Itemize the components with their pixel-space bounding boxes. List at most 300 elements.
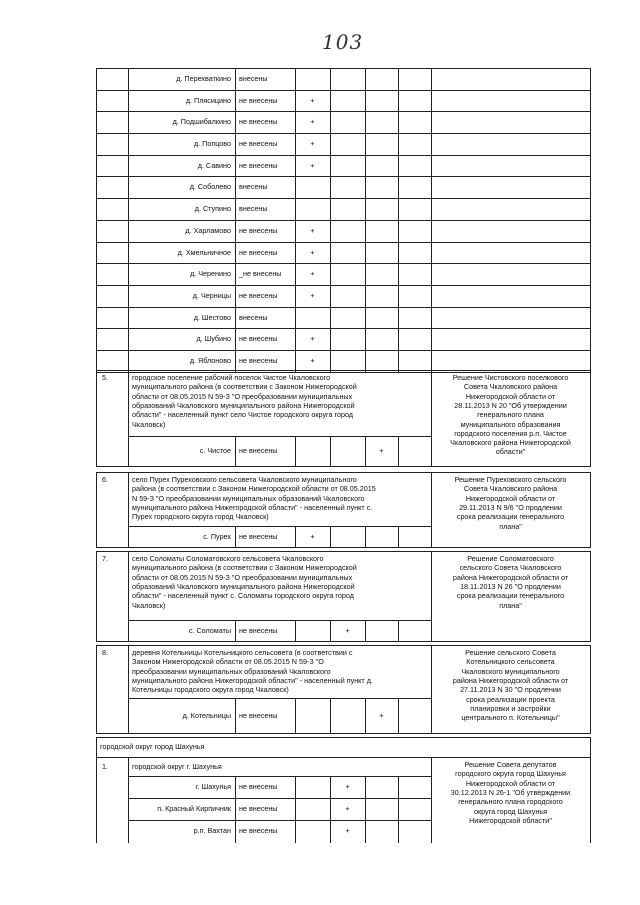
table-rule-horizontal (96, 466, 591, 467)
decision-line: срока реализации генерального (456, 512, 565, 522)
status-cell: не внесены (239, 161, 278, 170)
table-rule-vertical (96, 737, 97, 758)
decision-line: Решение Чистовского поселкового (452, 373, 569, 382)
table-rule-vertical (235, 133, 236, 156)
table-rule-horizontal (128, 526, 432, 527)
decision-line: Решение Совета депутатов (464, 760, 557, 769)
table-rule-vertical (330, 698, 331, 734)
table-rule-vertical (431, 155, 432, 177)
table-rule-vertical (431, 111, 432, 134)
table-rule-vertical (96, 328, 97, 351)
table-rule-vertical (398, 111, 399, 134)
decision-line: Чкаловского района Нижегородской (450, 438, 571, 448)
table-rule-vertical (235, 111, 236, 134)
table-rule-horizontal (96, 551, 591, 552)
table-rule-vertical (330, 436, 331, 467)
mark-cell: + (345, 826, 350, 835)
table-rule-vertical (235, 198, 236, 221)
decision-line: Нижегородской области от (465, 493, 556, 503)
table-rule-vertical (295, 176, 296, 199)
table-rule-vertical (590, 242, 591, 264)
decision-line: 28.11.2013 N 20 "Об утверждении (454, 400, 567, 410)
table-rule-vertical (96, 370, 97, 467)
decision-line: Совета Чкаловского района (463, 484, 558, 494)
decision-line: области" (495, 447, 526, 457)
table-rule-vertical (431, 198, 432, 221)
table-rule-vertical (235, 436, 236, 467)
decision-line: округа город Шахунья (474, 806, 547, 816)
table-rule-vertical (96, 198, 97, 221)
settlement-name: д. Черницы (192, 291, 231, 300)
table-rule-vertical (398, 133, 399, 156)
table-rule-vertical (365, 285, 366, 308)
table-rule-vertical (431, 370, 432, 467)
status-cell: не внесены (239, 96, 278, 105)
status-cell: не внесены (239, 356, 278, 365)
table-rule-vertical (128, 111, 129, 134)
decision-line: планировки и застройки (470, 703, 551, 713)
decision-line: Нижегородской области от (465, 778, 556, 788)
settlement-name: д. Савино (197, 161, 231, 170)
section-number: 8. (102, 648, 108, 657)
settlement-name: д. Хмельничное (177, 248, 231, 257)
decision-line: Решение Пуреховского сельского (454, 475, 567, 484)
mark-cell: + (345, 804, 350, 813)
table-rule-vertical (235, 526, 236, 548)
section-number: 7. (102, 554, 108, 563)
decision-line: района Нижегородской области от (452, 675, 569, 685)
table-rule-vertical (590, 176, 591, 199)
table-rule-vertical (365, 242, 366, 264)
table-rule-horizontal (96, 263, 591, 264)
table-rule-vertical (128, 155, 129, 177)
table-rule-horizontal (96, 737, 591, 738)
decision-line: муниципального образования (460, 419, 561, 429)
table-rule-vertical (431, 551, 432, 642)
section-description-line: муниципального района Нижегородской области" - населенный пункт д. (132, 675, 373, 685)
settlement-name: п. Красный Кирпичник (157, 804, 231, 813)
table-rule-vertical (330, 285, 331, 308)
table-rule-vertical (330, 263, 331, 286)
table-rule-vertical (235, 176, 236, 199)
table-rule-vertical (365, 111, 366, 134)
table-rule-vertical (96, 645, 97, 734)
section-description-line: Чкаловск) (132, 419, 166, 429)
status-cell: не внесены (239, 248, 278, 257)
section-description-line: село Пурех Пуреховского сельсовета Чкаловского муниципального (132, 475, 357, 484)
table-rule-vertical (330, 242, 331, 264)
table-rule-horizontal (96, 242, 591, 243)
table-rule-vertical (295, 307, 296, 329)
table-rule-vertical (235, 155, 236, 177)
decision-line: плана" (499, 600, 522, 610)
table-rule-horizontal (96, 111, 591, 112)
table-rule-vertical (96, 757, 97, 843)
table-rule-vertical (590, 737, 591, 758)
table-rule-vertical (295, 698, 296, 734)
table-rule-horizontal (96, 220, 591, 221)
status-cell: внесены (239, 182, 268, 191)
table-rule-vertical (398, 68, 399, 91)
settlement-name: д. Шубино (196, 334, 231, 343)
table-rule-horizontal (96, 198, 591, 199)
mark-cell: + (345, 626, 350, 635)
table-rule-vertical (235, 328, 236, 351)
table-rule-vertical (398, 698, 399, 734)
table-rule-vertical (590, 220, 591, 243)
table-rule-vertical (295, 776, 296, 843)
section-number: 6. (102, 475, 108, 484)
section-description-line: городское поселение рабочий поселок Чистое Чкаловского (132, 373, 331, 382)
table-rule-horizontal (96, 733, 591, 734)
table-rule-vertical (128, 263, 129, 286)
table-rule-vertical (330, 198, 331, 221)
decision-line: срока реализации проекта (466, 694, 555, 704)
settlement-name: д. Соболево (189, 182, 231, 191)
table-rule-vertical (365, 198, 366, 221)
status-cell: не внесены (239, 626, 278, 635)
settlement-name: д. Плясицино (185, 96, 231, 105)
section-number: 1. (102, 762, 108, 771)
table-rule-vertical (365, 90, 366, 112)
settlement-name: р.п. Вахтан (193, 826, 231, 835)
table-rule-vertical (590, 111, 591, 134)
section-description-line: Чкаловск) (132, 600, 166, 610)
table-rule-vertical (330, 328, 331, 351)
mark-cell: + (310, 334, 315, 343)
mark-cell: + (310, 226, 315, 235)
table-rule-vertical (128, 176, 129, 199)
table-rule-vertical (235, 263, 236, 286)
status-cell: не внесены (239, 826, 278, 835)
page-number: 103 (322, 30, 364, 54)
table-rule-horizontal (96, 350, 591, 351)
decision-line: генерального плана городского (458, 797, 563, 807)
table-rule-vertical (398, 220, 399, 243)
section-description-line: области" - населенный пункт село Чистое городского округа город (132, 410, 354, 420)
decision-line: 29.11.2013 N 9/6 "О продлении (459, 502, 562, 512)
table-rule-vertical (365, 220, 366, 243)
section-description-line: муниципального района (в соответствии с Законом Нижегородской (132, 382, 357, 392)
section-description-line: Пурех городского округа город Чкаловск) (132, 512, 269, 522)
table-rule-vertical (235, 285, 236, 308)
table-rule-vertical (96, 551, 97, 642)
table-rule-vertical (590, 155, 591, 177)
section-description-line: области от 08.05.2015 N 59-З "О преобразовании муниципальных (132, 572, 353, 582)
table-rule-vertical (431, 176, 432, 199)
table-rule-vertical (330, 526, 331, 548)
settlement-name: д. Шестово (193, 313, 231, 322)
section-description-line: деревня Котельницы Котельницкого сельсовета (в соответствии с (132, 648, 353, 657)
settlement-name: д. Подшибалкино (172, 117, 231, 126)
table-rule-vertical (590, 198, 591, 221)
settlement-name: с. Соломаты (188, 626, 231, 635)
table-rule-vertical (235, 698, 236, 734)
section-description-line: городской округ г. Шахунья (132, 762, 222, 771)
status-cell: не внесены (239, 711, 278, 720)
settlement-name: д. Ступино (194, 204, 231, 213)
status-cell: не внесены (239, 782, 278, 791)
table-rule-vertical (590, 263, 591, 286)
table-rule-vertical (590, 472, 591, 548)
decision-line: Чкаловского муниципального (461, 666, 560, 676)
table-rule-horizontal (128, 776, 432, 777)
table-rule-vertical (330, 220, 331, 243)
table-rule-vertical (398, 328, 399, 351)
status-cell: не внесены (239, 804, 278, 813)
decision-line: района Нижегородской области от (452, 572, 569, 582)
mark-cell: + (310, 117, 315, 126)
table-rule-vertical (431, 472, 432, 548)
table-rule-vertical (431, 285, 432, 308)
table-rule-vertical (96, 220, 97, 243)
status-cell: не внесены (239, 226, 278, 235)
table-rule-vertical (330, 133, 331, 156)
table-rule-vertical (590, 285, 591, 308)
table-rule-vertical (96, 472, 97, 548)
table-rule-vertical (330, 155, 331, 177)
mark-cell: + (310, 356, 315, 365)
table-rule-vertical (431, 757, 432, 843)
table-rule-vertical (365, 307, 366, 329)
decision-line: Котельницкого сельсовета (466, 657, 555, 667)
mark-cell: + (379, 446, 384, 455)
table-rule-vertical (398, 90, 399, 112)
table-rule-vertical (590, 551, 591, 642)
table-rule-vertical (365, 328, 366, 351)
table-rule-horizontal (96, 285, 591, 286)
table-rule-vertical (431, 328, 432, 351)
table-rule-vertical (128, 472, 129, 548)
status-cell: _не внесены (239, 269, 282, 278)
table-rule-vertical (590, 645, 591, 734)
status-cell: не внесены (239, 532, 278, 541)
settlement-name: д. Харламово (185, 226, 231, 235)
mark-cell: + (310, 248, 315, 257)
table-rule-vertical (295, 198, 296, 221)
table-rule-vertical (431, 645, 432, 734)
settlement-name: д. Котельницы (182, 711, 231, 720)
settlement-name: с. Чистое (199, 446, 231, 455)
table-rule-vertical (330, 176, 331, 199)
table-rule-vertical (365, 133, 366, 156)
mark-cell: + (345, 782, 350, 791)
decision-line: сельского Совета Чкаловского (459, 563, 562, 573)
section-description-line: преобразовании муниципальных образований Чкаловского (132, 666, 331, 676)
status-cell: не внесены (239, 334, 278, 343)
table-rule-vertical (431, 133, 432, 156)
table-rule-vertical (235, 90, 236, 112)
table-rule-vertical (128, 133, 129, 156)
table-rule-vertical (431, 307, 432, 329)
table-rule-vertical (398, 263, 399, 286)
table-rule-vertical (295, 436, 296, 467)
table-rule-horizontal (96, 68, 591, 69)
table-rule-horizontal (96, 155, 591, 156)
decision-line: городского округа город Шахунья (455, 769, 566, 779)
table-rule-vertical (398, 198, 399, 221)
status-cell: не внесены (239, 291, 278, 300)
settlement-name: с. Пурех (203, 532, 231, 541)
decision-line: Нижегородской области" (469, 815, 552, 825)
section-description-line: области от 08.05.2015 N 59-З "О преобразовании муниципальных (132, 391, 353, 401)
decision-line: 30.12.2013 N 26-1 "Об утверждении (450, 787, 571, 797)
table-rule-vertical (96, 307, 97, 329)
table-rule-vertical (235, 220, 236, 243)
table-rule-horizontal (96, 133, 591, 134)
table-rule-vertical (330, 68, 331, 91)
section-description-line: Котельницы городского округа город Чкаловск) (132, 685, 289, 695)
table-rule-vertical (398, 526, 399, 548)
status-cell: не внесены (239, 139, 278, 148)
table-rule-vertical (398, 285, 399, 308)
decision-line: Решение сельского Совета (465, 648, 556, 657)
table-rule-vertical (96, 90, 97, 112)
table-rule-vertical (96, 68, 97, 91)
table-rule-vertical (128, 220, 129, 243)
table-rule-vertical (96, 242, 97, 264)
table-rule-horizontal (128, 620, 432, 621)
status-cell: не внесены (239, 117, 278, 126)
decision-line: Нижегородской области от (465, 391, 556, 401)
section-description-line: области" - населенный пункт с. Соломаты городского округа город (132, 591, 354, 601)
table-rule-vertical (431, 220, 432, 243)
table-rule-vertical (590, 370, 591, 467)
section-description-line: N 59-З "О преобразовании муниципальных образований Чкаловского (132, 493, 365, 503)
table-rule-horizontal (128, 436, 432, 437)
table-rule-vertical (96, 155, 97, 177)
section-description-line: образований Чкаловского муниципального района Нижегородской (132, 581, 355, 591)
table-rule-horizontal (128, 820, 432, 821)
table-rule-vertical (398, 155, 399, 177)
table-rule-vertical (330, 111, 331, 134)
table-rule-vertical (431, 263, 432, 286)
table-rule-vertical (365, 776, 366, 843)
table-rule-vertical (365, 68, 366, 91)
table-rule-vertical (96, 176, 97, 199)
decision-line: Решение Соломатовского (467, 554, 554, 563)
table-rule-vertical (398, 176, 399, 199)
table-rule-vertical (128, 307, 129, 329)
table-rule-horizontal (96, 472, 591, 473)
section-description-line: Законом Нижегородской области от 08.05.2015 N 59-З "О (132, 657, 324, 667)
table-rule-vertical (431, 68, 432, 91)
table-rule-vertical (330, 307, 331, 329)
table-rule-horizontal (128, 698, 432, 699)
table-rule-horizontal (96, 547, 591, 548)
table-rule-vertical (398, 620, 399, 642)
table-rule-vertical (128, 68, 129, 91)
settlement-name: д. Перехваткино (176, 74, 231, 83)
table-rule-vertical (128, 242, 129, 264)
table-rule-horizontal (96, 90, 591, 91)
status-cell: внесены (239, 204, 268, 213)
section-number: 5. (102, 373, 108, 382)
table-rule-vertical (96, 133, 97, 156)
decision-line: 27.11.2013 N 30 "О продлении (460, 685, 561, 695)
table-rule-horizontal (128, 798, 432, 799)
table-rule-vertical (398, 242, 399, 264)
section-description-line: муниципального района (в соответствии с Законом Нижегородской (132, 563, 357, 573)
mark-cell: + (379, 711, 384, 720)
table-rule-vertical (128, 370, 129, 467)
table-rule-vertical (590, 68, 591, 91)
table-rule-vertical (398, 436, 399, 467)
decision-line: плана" (499, 521, 522, 531)
table-rule-vertical (295, 68, 296, 91)
mark-cell: + (310, 161, 315, 170)
table-rule-vertical (590, 757, 591, 843)
mark-cell: + (310, 96, 315, 105)
table-rule-horizontal (96, 641, 591, 642)
table-rule-vertical (96, 111, 97, 134)
table-rule-vertical (128, 645, 129, 734)
decision-line: городского поселения р.п. Чистое (454, 428, 567, 438)
district-header: городской округ город Шахунья (100, 742, 205, 751)
section-description-line: образований Чкаловского муниципального района Нижегородской (132, 400, 355, 410)
table-rule-vertical (295, 620, 296, 642)
table-rule-vertical (365, 155, 366, 177)
settlement-name: д. Попцово (193, 139, 231, 148)
table-rule-vertical (96, 285, 97, 308)
status-cell: внесены (239, 74, 268, 83)
status-cell: внесены (239, 313, 268, 322)
section-description-line: село Соломаты Соломатовского сельсовета Чкаловского (132, 554, 324, 563)
table-rule-horizontal (96, 370, 591, 371)
table-rule-vertical (235, 620, 236, 642)
section-description-line: района (в соответствии с Законом Нижегородской области от 08.05.2015 (132, 484, 376, 494)
table-rule-vertical (590, 307, 591, 329)
table-rule-vertical (590, 328, 591, 351)
settlement-name: г. Шахунья (195, 782, 231, 791)
table-rule-vertical (235, 307, 236, 329)
table-rule-horizontal (96, 757, 591, 758)
section-description-line: муниципального района Нижегородской области" - населенный пункт с. (132, 502, 373, 512)
table-rule-vertical (431, 90, 432, 112)
table-rule-vertical (590, 133, 591, 156)
table-rule-vertical (235, 776, 236, 843)
settlement-name: д. Черенино (190, 269, 231, 278)
decision-line: генерального плана (477, 410, 544, 420)
table-rule-horizontal (96, 176, 591, 177)
table-rule-vertical (365, 526, 366, 548)
mark-cell: + (310, 139, 315, 148)
table-rule-vertical (330, 90, 331, 112)
table-rule-horizontal (96, 328, 591, 329)
table-rule-horizontal (96, 645, 591, 646)
mark-cell: + (310, 532, 315, 541)
decision-line: 18.11.2013 N 26 "О продлении (460, 581, 561, 591)
settlement-name: д. Яблоново (189, 356, 231, 365)
table-rule-vertical (128, 328, 129, 351)
mark-cell: + (310, 269, 315, 278)
table-rule-vertical (128, 757, 129, 843)
table-rule-vertical (235, 242, 236, 264)
status-cell: не внесены (239, 446, 278, 455)
table-rule-vertical (96, 263, 97, 286)
mark-cell: + (310, 291, 315, 300)
table-rule-vertical (128, 90, 129, 112)
table-rule-vertical (398, 307, 399, 329)
table-rule-vertical (128, 285, 129, 308)
table-rule-vertical (235, 68, 236, 91)
table-rule-vertical (128, 198, 129, 221)
decision-line: центрального п. Котельницы" (461, 713, 560, 723)
table-rule-vertical (590, 90, 591, 112)
table-rule-vertical (431, 242, 432, 264)
table-rule-vertical (365, 620, 366, 642)
table-rule-vertical (365, 263, 366, 286)
